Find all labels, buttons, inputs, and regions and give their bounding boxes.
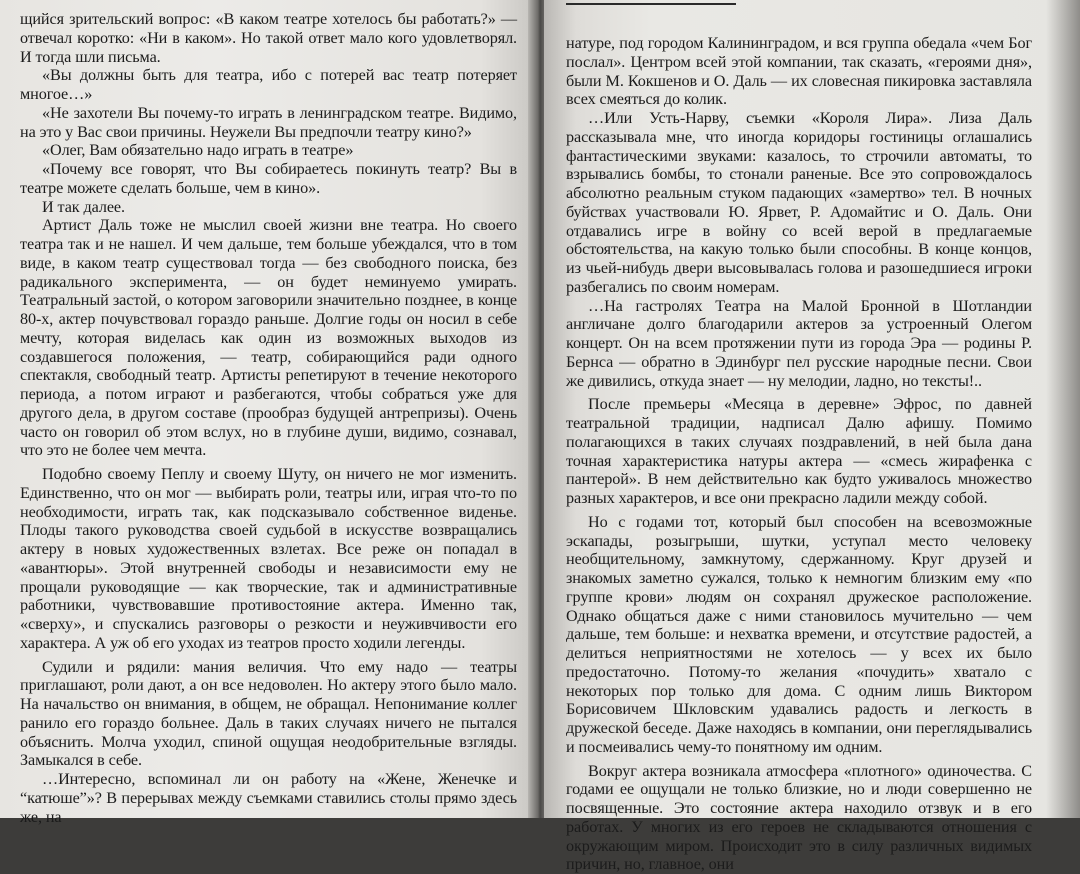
paragraph: …Или Усть-Нарву, съемки «Короля Лира». Лиза Даль рассказывала мне, что иногда коридоры гостиницы оглашались фантастическими звуками: казалось, то строчили автоматы, то взрывались бомбы, то стонали раненые. Все это сопровождалось абсолютно реальным стуком падающих «замертво» тел. В ночных буйствах участвовали Ю. Ярвет, Р. Адомайтис и О. Даль. Они отдавались игре в войну со всей верой в предлагаемые обстоятельства, на какую только были способны. В конце концов, из чьей-нибудь двери высовывалась голова и разошедшиеся игроки разбегались по своим номерам. xyxy=(566,109,1032,297)
paragraph: Но с годами тот, который был способен на всевозможные эскапады, розыгрыши, шутки, уступал место человеку необщительному, замкнутому, сдержанному. Круг друзей и знакомых заметно сужался, только к немногим близким ему «по группе крови» людям он сохранял дружеское расположение. Однако общаться даже с ними становилось мучительно — чем дальше, тем больше: и нехватка времени, и отсутствие радостей, а делиться неприятностями не хотелось — у всех их было предостаточно. Потому-то желания «почудить» хватало с некоторых пор только для дома. С одним лишь Виктором Борисовичем Шкловским удавались радость и легкость в дружеской беседе. Даже находясь в компании, они переглядывались и посмеивались чему-то понятному им одним. xyxy=(566,513,1032,757)
paragraph: натуре, под городом Калининградом, и вся группа обедала «чем Бог послал». Центром всей этой компании, так сказать, «героями дня», были М. Кокшенов и О. Даль — их словесная пикировка заставляла всех смеяться до колик. xyxy=(566,34,1032,109)
paragraph: …На гастролях Театра на Малой Бронной в Шотландии англичане долго благодарили актеров за устроенный Олегом концерт. Он на всем протяжении пути из города Эра — родины Р. Бернса — обратно в Эдинбург пел русские народные песни. Свои же дивились, откуда знает — ну мелодии, ладно, но тексты!.. xyxy=(566,297,1032,391)
paragraph: Вокруг актера возникала атмосфера «плотного» одиночества. С годами ее ощущали не только близкие, но и люди совершенно не посвященные. Это состояние актера находило отзвук и в его работах. У многих из его героев не складываются отношения с окружающим миром. Происходит это в силу различных видимых причин, но, главное, они xyxy=(566,762,1032,874)
paragraph: …Интересно, вспоминал ли он работу на «Жене, Женечке и “катюше”»? В перерывах между съемками ставились столы прямо здесь же, на xyxy=(20,770,517,826)
paragraph: щийся зрительский вопрос: «В каком театре хотелось бы работать?» — отвечал коротко: «Ни в каком». Но такой ответ мало кого удовлетворял. И тогда шли письма. xyxy=(20,10,517,66)
paragraph: «Олег, Вам обязательно надо играть в театре» xyxy=(20,141,517,160)
paragraph: «Вы должны быть для театра, ибо с потерей вас театр потеряет многое…» xyxy=(20,66,517,104)
right-page xyxy=(544,0,1080,818)
paragraph: И так далее. xyxy=(20,198,517,217)
paragraph: «Не захотели Вы почему-то играть в ленинградском театре. Видимо, на это у Вас свои причины. Неужели Вы предпочли театру кино?» xyxy=(20,104,517,142)
paragraph: Подобно своему Пеплу и своему Шуту, он ничего не мог изменить. Единственно, что он мог — выбирать роли, театры или, играя что-то по необходимости, играть так, как подсказывало собственное виденье. Плоды такого руководства своей судьбой в искусстве возвращались актеру в новых художественных взлетах. Все реже он попадал в «авантюры». Этой внутренней свободы и независимости ему не прощали руководящие — как творческие, так и административные работники, чувствовавшие противостояние актера. Именно так, «сверху», и спускались разговоры о резкости и неуживчивости его характера. А уж об его уходах из театров просто ходили легенды. xyxy=(20,465,517,653)
header-rule xyxy=(566,3,736,5)
paragraph: «Почему все говорят, что Вы собираетесь покинуть театр? Вы в театре можете сделать больше, чем в кино». xyxy=(20,160,517,198)
paragraph: Артист Даль тоже не мыслил своей жизни вне театра. Но своего театра так и не нашел. И чем дальше, тем больше убеждался, что в том виде, в каком театр существовал тогда — без свободного поиска, без радикального эксперимента, — он будет неминуемо умирать. Театральный застой, о котором заговорили значительно позднее, в конце 80-х, актер почувствовал гораздо раньше. Долгие годы он носил в себе мечту, которая виделась как один из возможных выходов из создавшегося положения, — театр, собирающийся ради одного спектакля, свободный театр. Артисты репетируют в течение некоторого периода, а потом играют и разбегаются, чтобы собраться уже для другого дела, в другом составе (прообраз будущей антрепризы). Очень часто он говорил об этом вслух, но в глубине души, видимо, сознавал, что это не более чем мечта. xyxy=(20,216,517,460)
left-page xyxy=(0,0,534,818)
page-edge-shadow xyxy=(1046,0,1080,818)
left-page-text xyxy=(20,10,517,826)
paragraph: Судили и рядили: мания величия. Что ему надо — театры приглашают, роли дают, а он все недоволен. Но актеру этого было мало. На начальство он внимания, в общем, не обращал. Непонимание коллег ранило его гораздо больнее. Даль в таких случаях ничего не пытался объяснить. Молча уходил, спиной ощущая неодобрительные взгляды. Замыкался в себе. xyxy=(20,658,517,771)
paragraph: После премьеры «Месяца в деревне» Эфрос, по давней театральной традиции, надписал Далю афишу. Помимо полагающихся в таких случаях поздравлений, в ней была дана точная характеристика натуры актера — «смесь жирафенка с пантерой». В нем действительно как будто уживалось множество разных характеров, и все они прекрасно ладили между собой. xyxy=(566,395,1032,508)
right-page-text xyxy=(566,34,1032,874)
